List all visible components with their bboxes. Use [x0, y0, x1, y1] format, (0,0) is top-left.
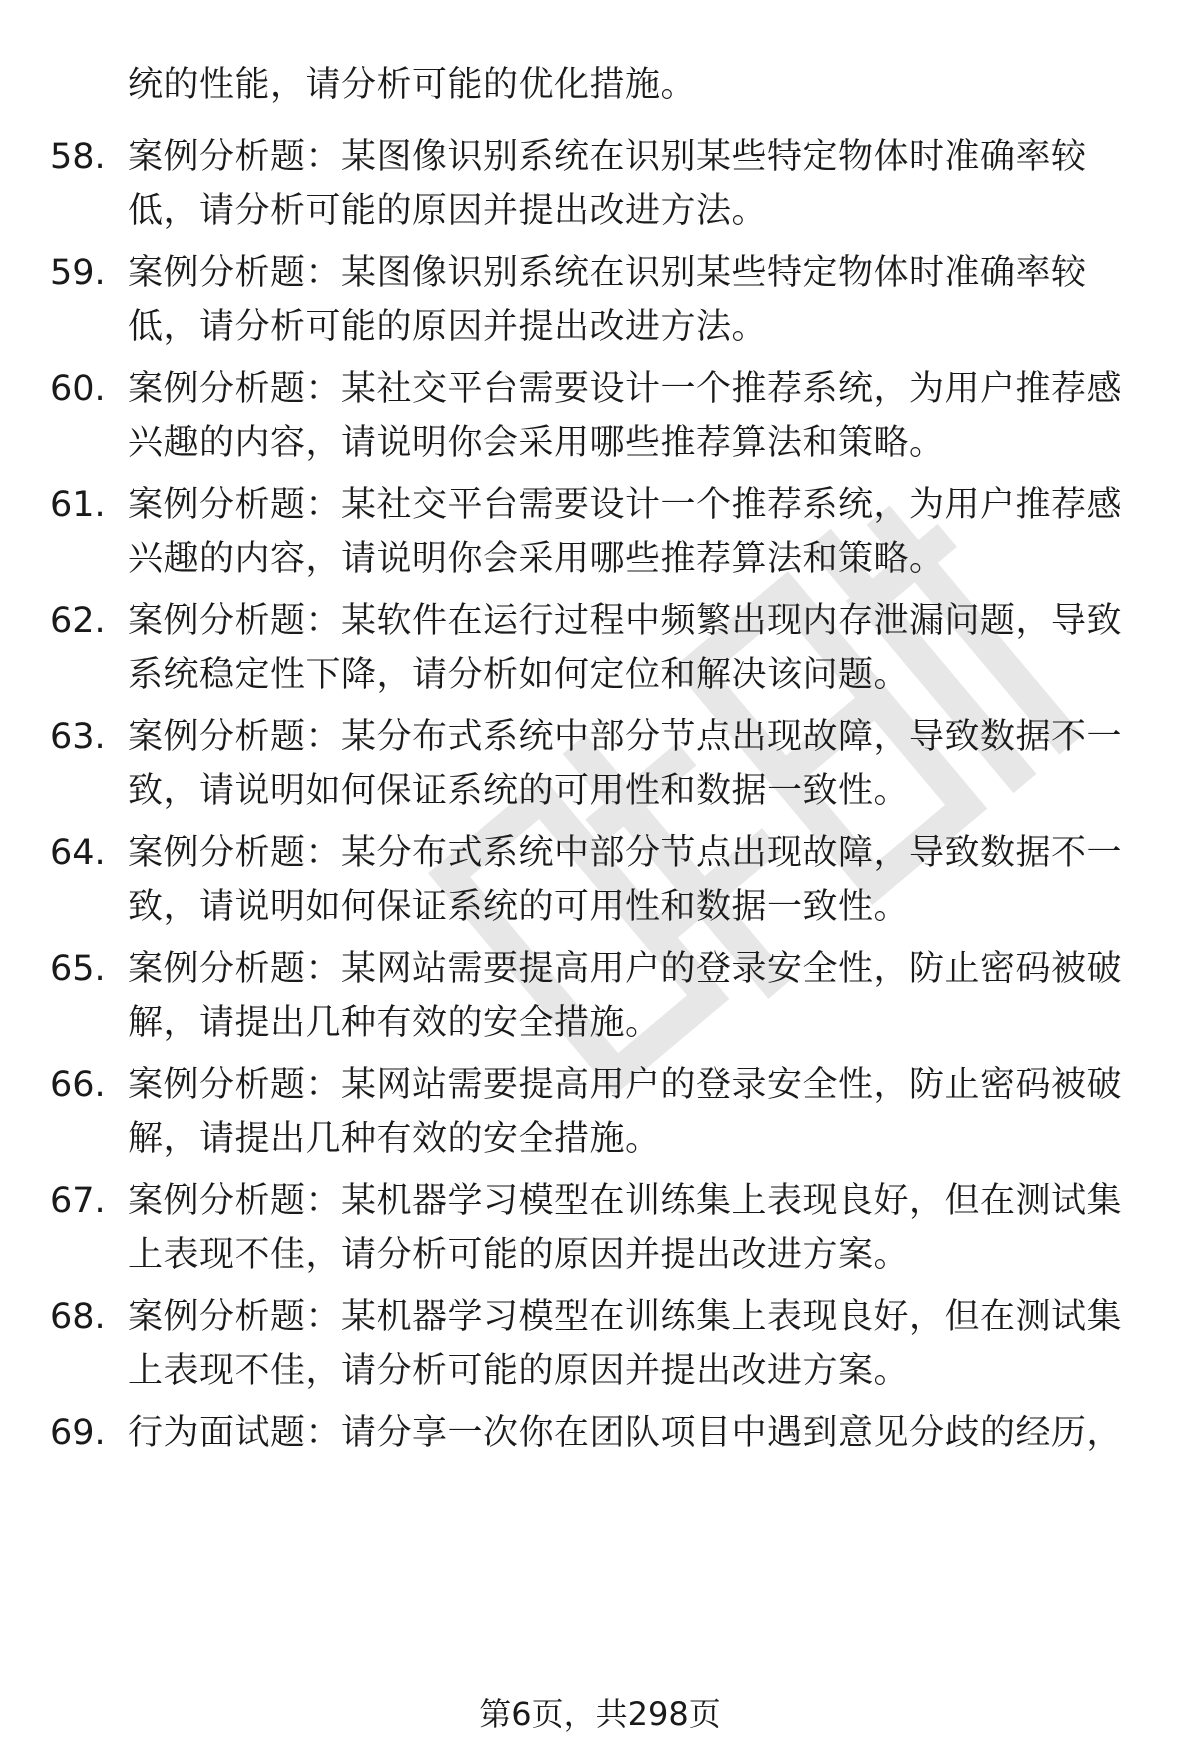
question-line: 上表现不佳，请分析可能的原因并提出改进方案。 — [128, 1351, 910, 1391]
question-line: 案例分析题：某图像识别系统在识别某些特定物体时准确率较 — [128, 137, 1087, 177]
question-number: 63. — [50, 717, 106, 757]
question-text — [128, 246, 1148, 354]
question-text — [128, 942, 1148, 1050]
question-line: 案例分析题：某机器学习模型在训练集上表现良好，但在测试集 — [128, 1181, 1123, 1221]
question-line: 系统稳定性下降，请分析如何定位和解决该问题。 — [128, 655, 910, 695]
question-number: 62. — [50, 601, 106, 641]
question-number: 65. — [50, 949, 106, 989]
question-text — [128, 130, 1148, 238]
question-line: 解，请提出几种有效的安全措施。 — [128, 1119, 661, 1159]
question-number: 67. — [50, 1181, 106, 1221]
question-line: 案例分析题：某网站需要提高用户的登录安全性，防止密码被破 — [128, 949, 1123, 989]
question-text — [128, 710, 1148, 818]
question-text — [128, 826, 1148, 934]
question-number: 64. — [50, 833, 106, 873]
question-line: 案例分析题：某社交平台需要设计一个推荐系统，为用户推荐感 — [128, 485, 1123, 525]
question-text — [128, 362, 1148, 470]
question-line: 案例分析题：某软件在运行过程中频繁出现内存泄漏问题，导致 — [128, 601, 1123, 641]
question-text — [128, 1406, 1148, 1460]
question-text — [128, 1174, 1148, 1282]
question-number: 61. — [50, 485, 106, 525]
question-number: 69. — [50, 1413, 106, 1453]
question-line: 行为面试题：请分享一次你在团队项目中遇到意见分歧的经历， — [128, 1413, 1123, 1453]
page-footer: 第6页，共298页 — [479, 1695, 721, 1733]
question-number: 60. — [50, 369, 106, 409]
question-text — [128, 478, 1148, 586]
question-text — [128, 1290, 1148, 1398]
question-line: 低，请分析可能的原因并提出改进方法。 — [128, 191, 768, 231]
question-text — [128, 1058, 1148, 1166]
question-line: 兴趣的内容，请说明你会采用哪些推荐算法和策略。 — [128, 539, 945, 579]
question-line: 致，请说明如何保证系统的可用性和数据一致性。 — [128, 887, 910, 927]
question-line: 案例分析题：某机器学习模型在训练集上表现良好，但在测试集 — [128, 1297, 1123, 1337]
question-line: 兴趣的内容，请说明你会采用哪些推荐算法和策略。 — [128, 423, 945, 463]
question-line: 案例分析题：某图像识别系统在识别某些特定物体时准确率较 — [128, 253, 1087, 293]
question-line: 案例分析题：某社交平台需要设计一个推荐系统，为用户推荐感 — [128, 369, 1123, 409]
question-number: 66. — [50, 1065, 106, 1105]
question-number: 59. — [50, 253, 106, 293]
question-number: 68. — [50, 1297, 106, 1337]
question-number: 58. — [50, 137, 106, 177]
question-line: 低，请分析可能的原因并提出改进方法。 — [128, 307, 768, 347]
question-line: 案例分析题：某分布式系统中部分节点出现故障，导致数据不一 — [128, 717, 1123, 757]
question-line: 案例分析题：某网站需要提高用户的登录安全性，防止密码被破 — [128, 1065, 1123, 1105]
question-text — [128, 594, 1148, 702]
continuation-text: 统的性能，请分析可能的优化措施。 — [128, 65, 697, 105]
question-line: 案例分析题：某分布式系统中部分节点出现故障，导致数据不一 — [128, 833, 1123, 873]
question-line: 上表现不佳，请分析可能的原因并提出改进方案。 — [128, 1235, 910, 1275]
question-line: 解，请提出几种有效的安全措施。 — [128, 1003, 661, 1043]
question-line: 致，请说明如何保证系统的可用性和数据一致性。 — [128, 771, 910, 811]
